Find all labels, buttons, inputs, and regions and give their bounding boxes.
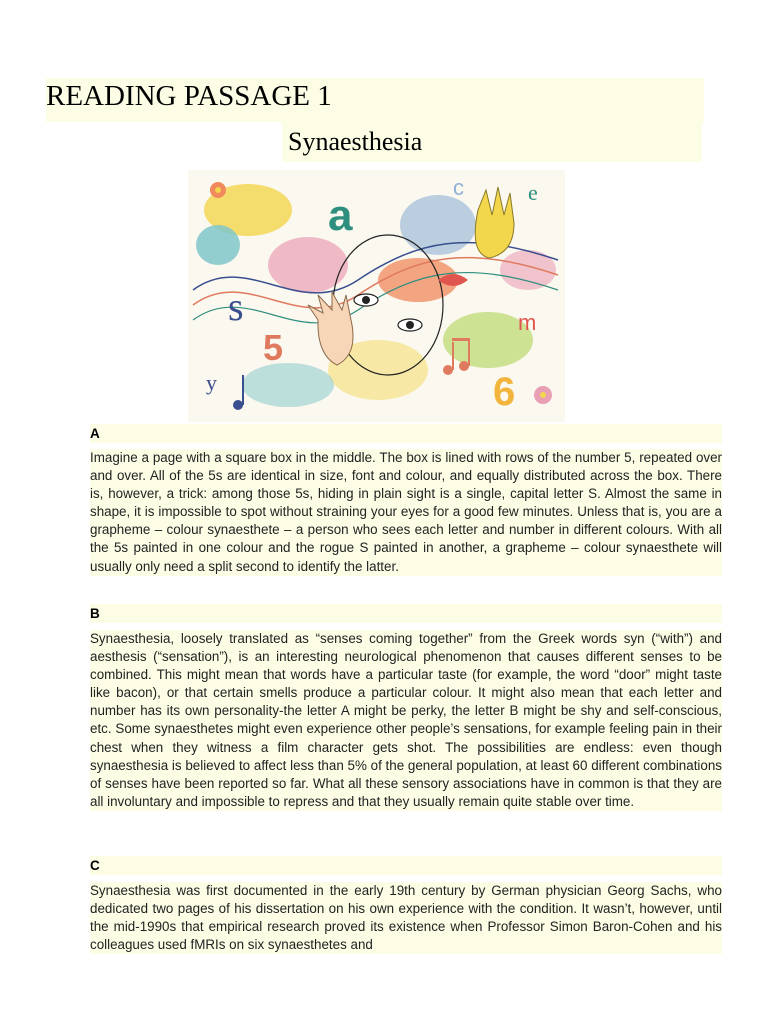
glyph-m: m: [518, 310, 537, 335]
eye-right-icon: [398, 319, 422, 331]
glyph-5: 5: [263, 327, 284, 368]
eye-left-icon: [354, 294, 378, 306]
glyph-a: a: [328, 191, 353, 240]
section-letter-c: C: [90, 856, 722, 875]
blob-blue: [400, 195, 476, 255]
blob-teal: [196, 225, 240, 265]
blob-pink: [268, 237, 348, 293]
glyph-e: e: [528, 180, 538, 205]
article-title: Synaesthesia: [288, 127, 423, 156]
section-letter-a: A: [90, 424, 722, 443]
blob-teal-2: [242, 363, 334, 407]
passage-title: READING PASSAGE 1: [46, 80, 332, 112]
article-title-band: [282, 122, 702, 162]
section-c-paragraph: Synaesthesia was first documented in the early 19th century by German physician Georg Sachs, who dedicated two pages of his dissertation on his own experience with the condition. It wasn’t, however, until the mid-1990s that empirical research proved its existence when Professor Simon Baron-Cohen and his colleagues used fMRIs on six synaesthetes and: [90, 882, 722, 954]
glyph-c: c: [453, 175, 464, 200]
glyph-y: y: [206, 370, 217, 395]
flower-icon-2: [534, 386, 552, 404]
section-letter-b: B: [90, 604, 722, 623]
flower-icon: [210, 182, 226, 198]
glyph-s: s: [228, 284, 244, 329]
section-a-paragraph: Imagine a page with a square box in the middle. The box is lined with rows of the number 5, repeated over and over. All of the 5s are identical in size, font and colour, and equally distributed across the box. There is, however, a trick: among those 5s, hiding in plain sight is a single, capital letter S. Almost the same in shape, it is impossible to spot without straining your eyes for a good few minutes. Unless that is, you are a grapheme – colour synaesthete – a person who sees each letter and number in different colours. With all the 5s painted in one colour and the rogue S painted in another, a grapheme – colour synaesthete will usually only need a split second to identify the latter.: [90, 449, 722, 576]
glyph-6: 6: [493, 370, 516, 414]
section-b-paragraph: Synaesthesia, loosely translated as “senses coming together” from the Greek words syn (“with”) and aesthesis (“sensation”), is an interesting neurological phenomenon that causes different senses to be combined. This might mean that words have a particular taste (for example, the word “door” might taste like bacon), or that certain smells produce a particular colour. It might also mean that each letter and number has its own personality-the letter A might be perky, the letter B might be shy and self-conscious, etc. Some synaesthetes might even experience other people’s sensations, for example feeling pain in their chest when they witness a film character gets shot. The possibilities are endless: even though synaesthesia is believed to affect less than 5% of the general population, at least 60 different combinations of senses have been reported so far. What all these sensory associations have in common is that they are all involuntary and impossible to repress and that they usually remain quite stable over time.: [90, 630, 722, 811]
passage-heading-band: [46, 78, 704, 122]
synaesthesia-illustration: [188, 170, 565, 422]
